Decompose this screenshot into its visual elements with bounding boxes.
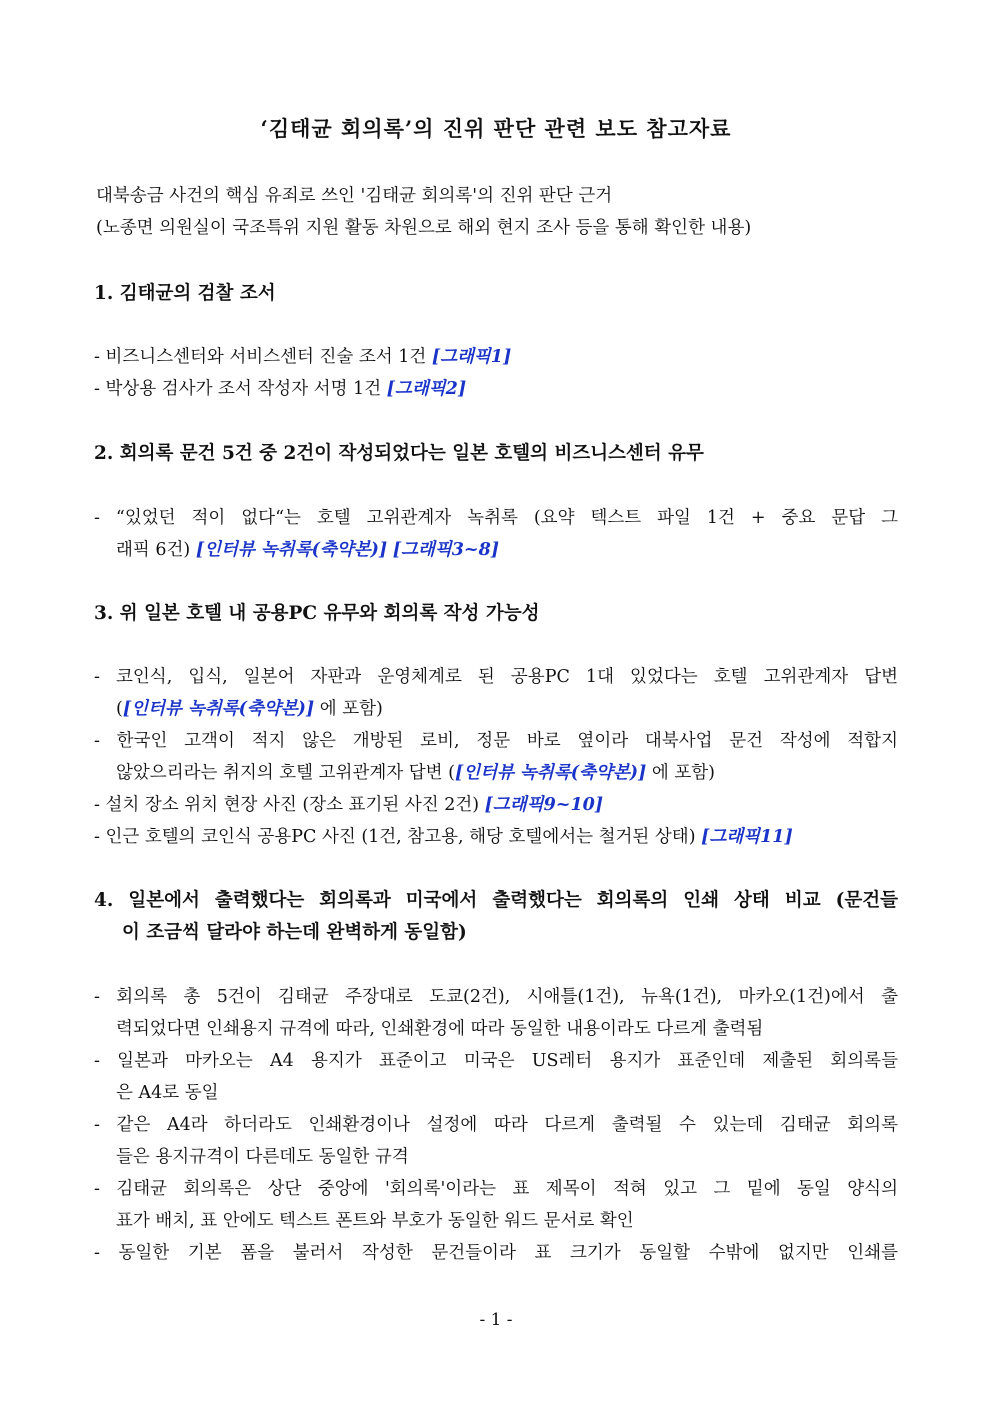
section-3-heading: 3. 위 일본 호텔 내 공용PC 유무와 회의록 작성 가능성 xyxy=(94,603,540,624)
section-4-bullet-1-line-2: 력되었다면 인쇄용지 규격에 따라, 인쇄환경에 따라 동일한 내용이라도 다르게 출력됨 xyxy=(116,1019,764,1039)
document-title: ‘김태균 회의록’의 진위 판단 관련 보도 참고자료 xyxy=(260,116,732,141)
bullet-text: - 설치 장소 위치 현장 사진 (장소 표기된 사진 2건) xyxy=(94,795,485,815)
section-3-bullet-1-line-2 xyxy=(116,699,898,719)
section-4-heading-line-1: 4. 일본에서 출력했다는 회의록과 미국에서 출력했다는 회의록의 인쇄 상태 비교 (문건들 xyxy=(94,890,898,911)
section-3-bullet-1-line-1: - 코인식, 입식, 일본어 자판과 운영체계로 된 공용PC 1대 있었다는 호텔 고위관계자 답변 xyxy=(94,667,898,687)
bullet-text: 에 포함) xyxy=(646,763,715,783)
bullet-text: - 비즈니스센터와 서비스센터 진술 조서 1건 xyxy=(94,347,432,367)
bullet-text: - 인근 호텔의 코인식 공용PC 사진 (1건, 참고용, 해당 호텔에서는 철거된 상태) xyxy=(94,827,702,847)
bullet-text: 래픽 6건) xyxy=(116,540,196,560)
intro-line-1: 대북송금 사건의 핵심 유죄로 쓰인 '김태균 회의록'의 진위 판단 근거 xyxy=(96,186,613,206)
paren-open: ( xyxy=(116,699,123,719)
graphic-ref: [그래픽9~10] xyxy=(484,795,604,815)
section-4-bullet-4-line-1: - 김태균 회의록은 상단 중앙에 '회의록'이라는 표 제목이 적혀 있고 그 밑에 동일 양식의 xyxy=(94,1179,898,1199)
bullet-text: 에 포함) xyxy=(314,699,383,719)
graphic-ref: [그래픽3~8] xyxy=(392,540,500,560)
page-number: - 1 - xyxy=(479,1310,513,1330)
intro-line-2: (노종면 의원실이 국조특위 지원 활동 차원으로 해외 현지 조사 등을 통해 확인한 내용) xyxy=(96,218,752,238)
graphic-ref: [그래픽1] xyxy=(431,347,512,367)
graphic-ref: [그래픽11] xyxy=(701,827,793,847)
section-4-bullet-3-line-1: - 같은 A4라 하더라도 인쇄환경이나 설정에 따라 다르게 출력될 수 있는데 김태균 회의록 xyxy=(94,1115,898,1135)
graphic-ref: [그래픽2] xyxy=(386,379,467,399)
section-4-bullet-3-line-2: 들은 용지규격이 다른데도 동일한 규격 xyxy=(116,1147,409,1167)
interview-ref: [인터뷰 녹취록(축약본)] xyxy=(454,763,647,783)
section-4-bullet-2-line-2: 은 A4로 동일 xyxy=(116,1083,219,1103)
section-4-bullet-2-line-1: - 일본과 마카오는 A4 용지가 표준이고 미국은 US레터 용지가 표준인데 제출된 회의록들 xyxy=(94,1051,898,1071)
section-3-bullet-2-line-1: - 한국인 고객이 적지 않은 개방된 로비, 정문 바로 옆이라 대북사업 문건 작성에 적합지 xyxy=(94,731,898,751)
interview-ref: [인터뷰 녹취록(축약본)] xyxy=(122,699,315,719)
bullet-text: - 박상용 검사가 조서 작성자 서명 1건 xyxy=(94,379,387,399)
section-3-bullet-2-line-2 xyxy=(116,763,898,783)
interview-ref: [인터뷰 녹취록(축약본)] xyxy=(195,540,388,560)
section-1-heading: 1. 김태균의 검찰 조서 xyxy=(94,283,276,304)
section-4-bullet-5-line-1: - 동일한 기본 폼을 불러서 작성한 문건들이라 표 크기가 동일할 수밖에 없지만 인쇄를 xyxy=(94,1243,898,1263)
section-3-bullet-3 xyxy=(94,795,898,815)
bullet-text: 않았으리라는 취지의 호텔 고위관계자 답변 ( xyxy=(116,763,455,783)
section-4-bullet-1-line-1: - 회의록 총 5건이 김태균 주장대로 도쿄(2건), 시애틀(1건), 뉴욕(1건), 마카오(1건)에서 출 xyxy=(94,987,898,1007)
section-1-bullet-1 xyxy=(94,347,898,367)
section-2-bullet-1-line-1: - “있었던 적이 없다“는 호텔 고위관계자 녹취록 (요약 텍스트 파일 1건 + 중요 문답 그 xyxy=(94,508,898,528)
section-4-bullet-4-line-2: 표가 배치, 표 안에도 텍스트 폰트와 부호가 동일한 워드 문서로 확인 xyxy=(116,1211,634,1231)
section-2-heading: 2. 회의록 문건 5건 중 2건이 작성되었다는 일본 호텔의 비즈니스센터 유무 xyxy=(94,443,704,464)
section-1-bullet-2 xyxy=(94,379,898,399)
section-2-bullet-1-line-2 xyxy=(116,540,898,560)
section-4-heading-line-2: 이 조금씩 달라야 하는데 완벽하게 동일함) xyxy=(122,922,467,943)
section-3-bullet-4 xyxy=(94,827,898,847)
